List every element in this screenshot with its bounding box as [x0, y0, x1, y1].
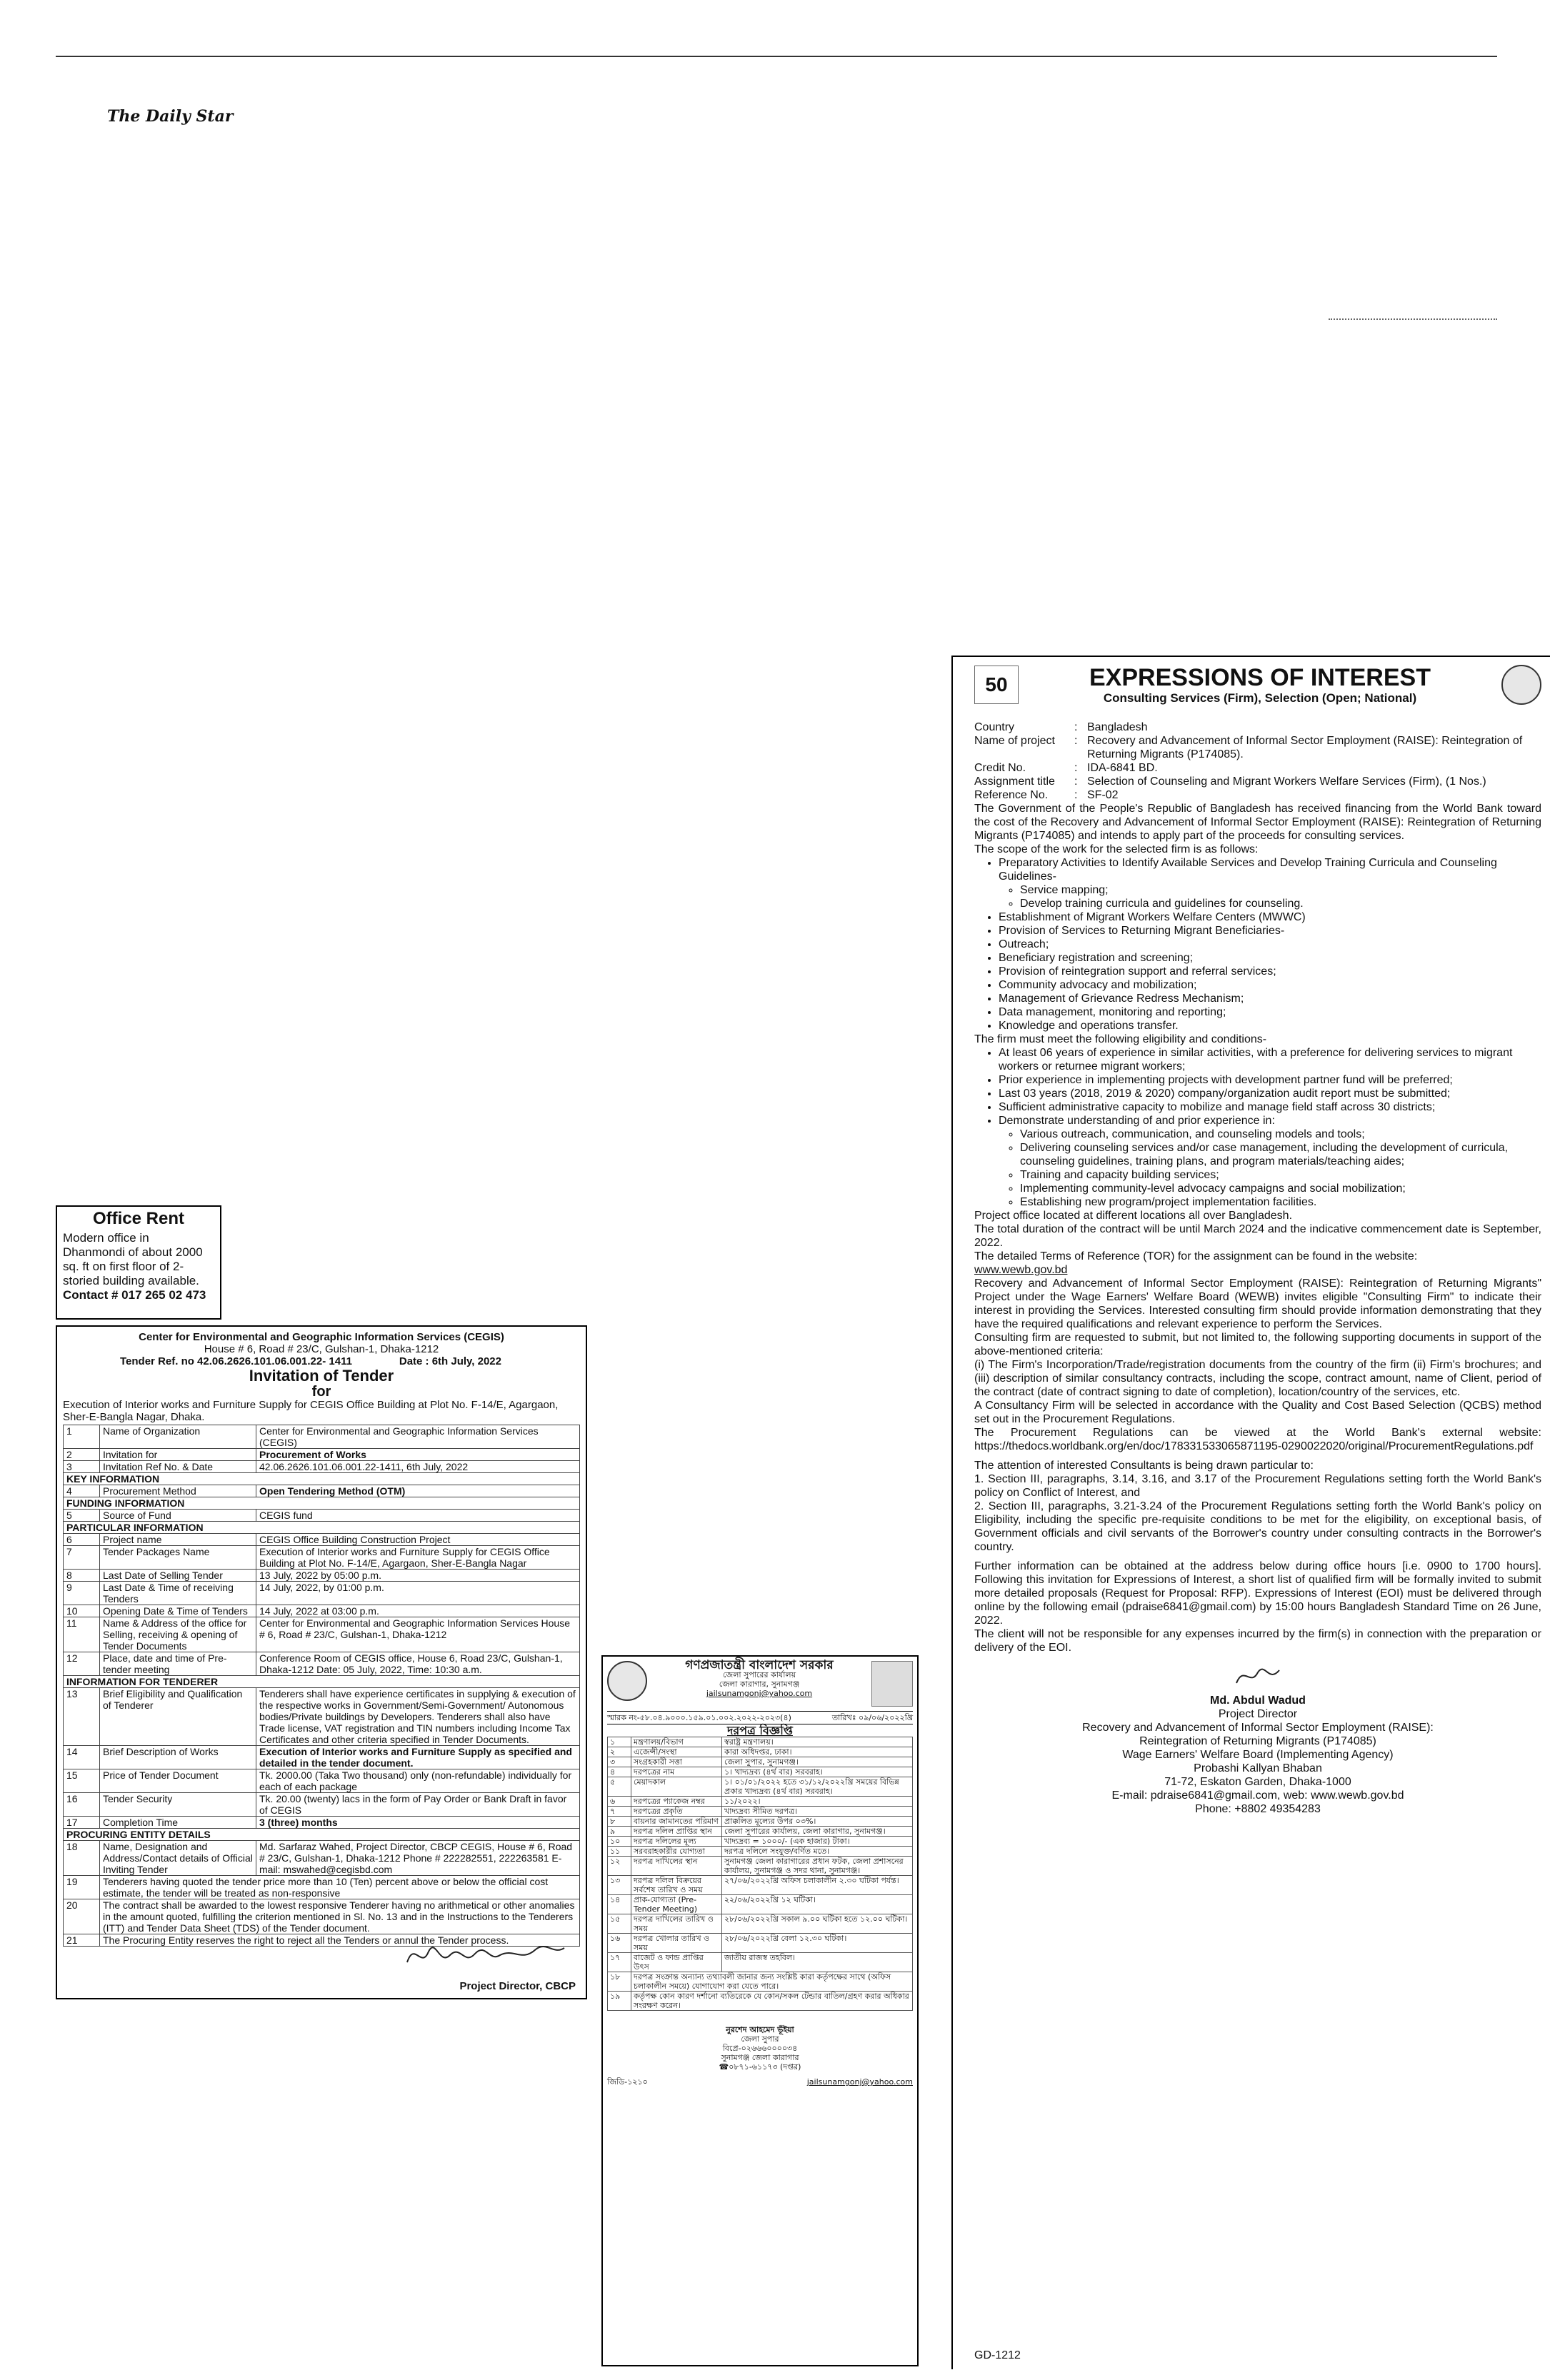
row-number: 16: [64, 1793, 100, 1817]
eoi-scope-list: [974, 856, 1541, 1033]
cegis-date: Date : 6th July, 2022: [399, 1355, 501, 1367]
table-row: [64, 1485, 580, 1497]
masthead: The Daily Star: [107, 107, 234, 126]
eoi-code: GD-1212: [974, 2349, 1021, 2361]
row-number: ১১: [608, 1847, 631, 1857]
row-value: জেলা সুপারের কার্যালয়, জেলা কারাগার, সুনামগঞ্জ।: [722, 1827, 913, 1837]
row-value: Tk. 20.00 (twenty) lacs in the form of Pay Order or Bank Draft in favor of CEGIS: [256, 1793, 580, 1817]
kv-colon: :: [1074, 735, 1078, 747]
eoi-p7: A Consultancy Firm will be selected in accordance with the Quality and Cost Based Selection (QCBS) method set out in the Procurement Regulations.: [974, 1400, 1541, 1425]
row-number: 20: [64, 1899, 100, 1934]
row-value: কারা অধিদপ্তর, ঢাকা।: [722, 1747, 913, 1757]
table-row: [64, 1570, 580, 1582]
eoi-sig-l3: Wage Earners' Welfare Board (Implementing Agency): [1122, 1749, 1394, 1761]
row-number: ১৬: [608, 1934, 631, 1953]
list-item-text: Knowledge and operations transfer.: [999, 1020, 1179, 1032]
row-label: Tender Security: [100, 1793, 256, 1817]
row-value: 14 July, 2022 at 03:00 p.m.: [256, 1605, 580, 1617]
eoi-sig-l5: 71-72, Eskaton Garden, Dhaka-1000: [1164, 1776, 1351, 1788]
row-number: ৬: [608, 1797, 631, 1807]
table-row: [608, 1857, 913, 1876]
list-item-text: Prior experience in implementing projects with development partner fund will be preferred;: [999, 1074, 1453, 1086]
row-number: 11: [64, 1617, 100, 1652]
row-number: 15: [64, 1769, 100, 1793]
kv-label: Credit No.: [974, 762, 1026, 774]
list-item: [999, 856, 1541, 910]
eoi-eligibility-list: [974, 1046, 1541, 1209]
bengali-tender-notice: [601, 1655, 919, 2366]
list-item-text: Demonstrate understanding of and prior experience in:: [999, 1115, 1275, 1127]
table-row: [608, 1737, 913, 1747]
eoi-sig-l4: Probashi Kallyan Bhaban: [1194, 1762, 1322, 1774]
table-row: [64, 1876, 580, 1899]
bn-title: গণপ্রজাতন্ত্রী বাংলাদেশ সরকার: [685, 1658, 834, 1672]
row-label: বায়নার জামানতের পরিমাণ: [631, 1817, 722, 1827]
list-item: [999, 924, 1541, 938]
table-row: [64, 1746, 580, 1769]
row-value: খাদ্যদ্রব্য সীমিত দরপত্র।: [722, 1807, 913, 1817]
govt-emblem-icon: [1501, 665, 1541, 705]
row-number: ১০: [608, 1837, 631, 1847]
eoi-p2: The total duration of the contract will be until March 2024 and the indicative commencement date is September, 2022.: [974, 1223, 1541, 1249]
table-row: [64, 1793, 580, 1817]
row-label: দরপত্র দলিল বিক্রয়ের সর্বশেষ তারিখ ও সময়: [631, 1876, 722, 1895]
list-item: [999, 1005, 1541, 1019]
tor-link[interactable]: www.wewb.gov.bd: [974, 1264, 1068, 1276]
table-row: [608, 1914, 913, 1934]
section-heading: KEY INFORMATION: [64, 1473, 580, 1485]
row-text: দরপত্র সংক্রান্ত অন্যান্য তথ্যাবলী জানার জন্য সংশ্লিষ্ট কারা কর্তৃপক্ষের সাথে (অফিস চলাকালীন সময়ে) যোগাযোগ করা যেতে পারে।: [631, 1972, 913, 1992]
row-value: ২৮/০৬/২০২২খ্রি বেলা ১২.৩০ ঘটিকা।: [722, 1934, 913, 1953]
table-row: [64, 1817, 580, 1829]
list-item-text: Sufficient administrative capacity to mobilize and manage field staff across 30 districts;: [999, 1101, 1436, 1113]
eoi-key-values: [974, 720, 1541, 802]
section-heading: FUNDING INFORMATION: [64, 1497, 580, 1510]
list-item: ◦ Training and capacity building services;: [1020, 1168, 1541, 1182]
row-number: 9: [64, 1582, 100, 1605]
row-text: Tenderers having quoted the tender price more than 10 (Ten) percent above or below the official cost estimate, the tender will be treated as non-responsive: [100, 1876, 580, 1899]
eoi-subtitle: Consulting Services (Firm), Selection (Open; National): [1103, 691, 1417, 705]
eoi-sig-name: Md. Abdul Wadud: [1210, 1694, 1306, 1707]
row-label: দরপত্র খোলার তারিখ ও সময়: [631, 1934, 722, 1953]
row-number: ৮: [608, 1817, 631, 1827]
row-number: 7: [64, 1546, 100, 1570]
eoi-sig-l7: Phone: +8802 49354283: [1195, 1803, 1321, 1815]
row-number: 4: [64, 1485, 100, 1497]
eoi-p13: The client will not be responsible for any expenses incurred by the firm(s) in connection with the preparation or delivery of the EOI.: [974, 1628, 1541, 1654]
table-row: [64, 1461, 580, 1473]
row-label: Place, date and time of Pre-tender meeting: [100, 1652, 256, 1676]
row-number: 21: [64, 1934, 100, 1947]
kv-colon: :: [1074, 775, 1078, 788]
row-number: ১৯: [608, 1992, 631, 2011]
row-value: জাতীয় রাজস্ব তহবিল।: [722, 1953, 913, 1972]
sub-list: [999, 1128, 1541, 1209]
bn-sign-title: জেলা সুপার: [741, 2034, 779, 2044]
row-label: বাজেট ও ফান্ড প্রাপ্তির উৎস: [631, 1953, 722, 1972]
row-value: 3 (three) months: [256, 1817, 580, 1829]
table-row: [608, 1777, 913, 1797]
row-number: ১: [608, 1737, 631, 1747]
table-row: [608, 1747, 913, 1757]
section-row: [64, 1676, 580, 1688]
list-item-text: Provision of Services to Returning Migrant Beneficiaries-: [999, 925, 1285, 937]
row-number: 18: [64, 1841, 100, 1876]
kv-label: Assignment title: [974, 775, 1055, 788]
row-label: Brief Description of Works: [100, 1746, 256, 1769]
table-row: [608, 1797, 913, 1807]
row-number: ২: [608, 1747, 631, 1757]
row-number: 6: [64, 1534, 100, 1546]
list-item-text: Community advocacy and mobilization;: [999, 979, 1197, 991]
row-value: Open Tendering Method (OTM): [256, 1485, 580, 1497]
row-label: Source of Fund: [100, 1510, 256, 1522]
anniversary-logo: 50: [974, 666, 1019, 704]
row-label: Invitation for: [100, 1449, 256, 1461]
list-item: ◦ Develop training curricula and guidelines for counseling.: [1020, 897, 1541, 910]
eoi-p12: Further information can be obtained at the address below during office hours [i.e. 0900 to 1700 hours]. Following this invitation for Expressions of Interest, a short list of qualified firm will be formally invited to submit more detailed proposals (Request for Proposal: RFP). Expressions of Interest (EOI) must be delivered through online by the following email (pdraise6841@gmail.com) by 15:00 hours Bangladesh Standard Time on 26 June, 2022.: [974, 1560, 1541, 1627]
row-value: ২৮/০৬/২০২২খ্রি সকাল ৯.০০ ঘটিকা হতে ১২.০০ ঘটিকা।: [722, 1914, 913, 1934]
kv-label: Country: [974, 721, 1015, 733]
kv-value: IDA-6841 BD.: [1087, 762, 1158, 774]
section-row: [64, 1829, 580, 1841]
row-label: দরপত্র দলিল প্রাপ্তির স্থান: [631, 1827, 722, 1837]
eoi-title: EXPRESSIONS OF INTEREST: [1089, 664, 1431, 691]
eoi-scope-intro: The scope of the work for the selected firm is as follows:: [974, 843, 1259, 855]
table-row: [64, 1510, 580, 1522]
row-value: দরপত্র দলিলে সংযুক্ত/বর্ণিত মতে।: [722, 1847, 913, 1857]
table-row: [64, 1425, 580, 1449]
row-label: Brief Eligibility and Qualification of Tenderer: [100, 1688, 256, 1746]
row-text: The Procuring Entity reserves the right to reject all the Tenders or annul the Tender process.: [100, 1934, 580, 1947]
list-item: [999, 951, 1541, 965]
row-number: ৭: [608, 1807, 631, 1817]
section-row: [64, 1497, 580, 1510]
signature: [1233, 1662, 1283, 1690]
table-row: [608, 1767, 913, 1777]
portrait-image: [871, 1661, 913, 1707]
list-item: [999, 1019, 1541, 1033]
list-item: [999, 1073, 1541, 1087]
eoi-p6: (i) The Firm's Incorporation/Trade/registration documents from the country of the firm (ii) Firm's brochures; and (iii) description of similar consultancy contracts, including the scope, contract amount, name of Client, period of the contract (date of contract signing to date of completion), location/country of the services, etc.: [974, 1359, 1541, 1398]
kv-value: Recovery and Advancement of Informal Sector Employment (RAISE): Reintegration of Returning Migrants (P174085).: [1087, 735, 1523, 760]
row-label: দরপত্র দাখিলের তারিখ ও সময়: [631, 1914, 722, 1934]
bn-signature-block: [607, 2025, 913, 2072]
bn-sign-email: jailsunamgonj@yahoo.com: [806, 2077, 913, 2087]
row-value: 42.06.2626.101.06.001.22-1411, 6th July, 2022: [256, 1461, 580, 1473]
row-label: দরপত্র দাখিলের স্থান: [631, 1857, 722, 1876]
row-number: ১৫: [608, 1914, 631, 1934]
eoi-p5: Consulting firm are requested to submit, but not limited to, the following supporting documents in support of the above-mentioned criteria:: [974, 1332, 1541, 1357]
row-number: 3: [64, 1461, 100, 1473]
bn-place: জেলা কারাগার, সুনামগঞ্জ: [719, 1679, 800, 1689]
cegis-address: House # 6, Road # 23/C, Gulshan-1, Dhaka-1212: [204, 1343, 439, 1355]
row-number: 14: [64, 1746, 100, 1769]
row-label: Procurement Method: [100, 1485, 256, 1497]
row-label: Project name: [100, 1534, 256, 1546]
list-item-text: Outreach;: [999, 938, 1049, 950]
row-number: 19: [64, 1876, 100, 1899]
eoi-sig-l2: Reintegration of Returning Migrants (P174085): [1139, 1735, 1376, 1747]
bn-memo-date: তারিখঃ ০৯/০৬/২০২২খ্রি: [831, 1713, 913, 1722]
row-number: 8: [64, 1570, 100, 1582]
table-row: [64, 1449, 580, 1461]
eoi-p9: The attention of interested Consultants is being drawn particular to:: [974, 1460, 1314, 1472]
row-label: প্রাক-যোগ্যতা (Pre-Tender Meeting): [631, 1895, 722, 1914]
row-value: ১১/২০২২।: [722, 1797, 913, 1807]
row-number: ১২: [608, 1857, 631, 1876]
eoi-p11: 2. Section III, paragraphs, 3.21-3.24 of the Procurement Regulations setting forth the World Bank's policy on Eligibility, including the specific pre-requisite conditions to be met for the eligibility, on exceptional basis, of Government officials and civil servants of the Borrower's country under consulting contracts in the Borrower's country.: [974, 1500, 1541, 1553]
row-value: Md. Sarfaraz Wahed, Project Director, CBCP CEGIS, House # 6, Road # 23/C, Gulshan-1, Dhaka-1212 Phone # 222282551, 222263581 E-mail: mswahed@cegisbd.com: [256, 1841, 580, 1876]
list-item: ◦ Various outreach, communication, and counseling models and tools;: [1020, 1128, 1541, 1141]
row-value: স্বরাষ্ট্র মন্ত্রণালয়।: [722, 1737, 913, 1747]
cegis-heading: Invitation of Tender: [249, 1367, 394, 1385]
row-number: ৪: [608, 1767, 631, 1777]
cegis-ref: Tender Ref. no 42.06.2626.101.06.001.22- 1411: [120, 1355, 352, 1367]
list-item: [999, 938, 1541, 951]
row-number: ৫: [608, 1777, 631, 1797]
row-number: ৯: [608, 1827, 631, 1837]
table-row: [608, 1807, 913, 1817]
section-heading: INFORMATION FOR TENDERER: [64, 1676, 580, 1688]
row-number: 1: [64, 1425, 100, 1449]
table-row: [608, 1757, 913, 1767]
table-row: [608, 1934, 913, 1953]
office-rent-contact: Contact # 017 265 02 473: [63, 1288, 206, 1302]
list-item: [999, 910, 1541, 924]
cegis-table: [63, 1425, 580, 1947]
table-row: [64, 1617, 580, 1652]
table-row: [64, 1688, 580, 1746]
list-item-text: At least 06 years of experience in similar activities, with a preference for delivering services to migrant workers or returnee migrant workers;: [999, 1047, 1513, 1073]
kv-label: Reference No.: [974, 789, 1049, 801]
row-value: 14 July, 2022, by 01:00 p.m.: [256, 1582, 580, 1605]
row-label: Name & Address of the office for Selling, receiving & opening of Tender Documents: [100, 1617, 256, 1652]
row-value: CEGIS fund: [256, 1510, 580, 1522]
office-rent-ad: [56, 1205, 221, 1320]
bn-email: jailsunamgonj@yahoo.com: [706, 1689, 813, 1698]
list-item: [999, 1046, 1541, 1073]
eoi-intro: The Government of the People's Republic of Bangladesh has received financing from the World Bank toward the cost of the Recovery and Advancement of Informal Sector Employment (RAISE): Reintegration of Returning Migrants (P174085) and intends to apply part of the proceeds for consulting services.: [974, 803, 1541, 842]
list-item: [999, 978, 1541, 992]
table-row: [64, 1534, 580, 1546]
cegis-tender-notice: [56, 1325, 587, 1999]
list-item: [999, 1114, 1541, 1209]
list-item: ◦ Delivering counseling services and/or case management, including the development of curricula, counseling guidelines, training plans, and program materials/teaching aides;: [1020, 1141, 1541, 1168]
list-item-text: Preparatory Activities to Identify Available Services and Develop Training Curricula and Counseling Guidelines-: [999, 857, 1497, 883]
table-row: [608, 1972, 913, 1992]
kv-value: SF-02: [1087, 789, 1119, 801]
row-value: Center for Environmental and Geographic Information Services House # 6, Road # 23/C, Gulshan-1, Dhaka-1212: [256, 1617, 580, 1652]
bn-heading: দরপত্র বিজ্ঞপ্তি: [727, 1724, 793, 1737]
list-item-text: Data management, monitoring and reporting;: [999, 1006, 1226, 1018]
bn-office: জেলা সুপারের কার্যালয়: [722, 1670, 796, 1679]
table-row: [608, 1847, 913, 1857]
row-number: 17: [64, 1817, 100, 1829]
row-number: 10: [64, 1605, 100, 1617]
table-row: [608, 1876, 913, 1895]
row-label: Last Date & Time of receiving Tenders: [100, 1582, 256, 1605]
bn-table: [607, 1737, 913, 2011]
kv-value: Selection of Counseling and Migrant Workers Welfare Services (Firm), (1 Nos.): [1087, 775, 1486, 788]
row-label: Name, Designation and Address/Contact details of Official Inviting Tender: [100, 1841, 256, 1876]
row-value: 13 July, 2022 by 05:00 p.m.: [256, 1570, 580, 1582]
list-item-text: Establishment of Migrant Workers Welfare Centers (MWWC): [999, 911, 1306, 923]
cegis-scope: Execution of Interior works and Furniture Supply for CEGIS Office Building at Plot No. F-14/E, Agargaon, Sher-E-Bangla Nagar, Dhaka.: [63, 1399, 559, 1423]
sub-list: [999, 883, 1541, 910]
row-value: Tk. 2000.00 (Taka Two thousand) only (non-refundable) individually for each of each package: [256, 1769, 580, 1793]
row-label: সরবরাহকারীর যোগ্যতা: [631, 1847, 722, 1857]
eoi-elig-intro: The firm must meet the following eligibility and conditions-: [974, 1033, 1267, 1045]
cegis-ref-line: [63, 1355, 580, 1367]
section-heading: PARTICULAR INFORMATION: [64, 1522, 580, 1534]
bn-sign-phone: ☎০৮৭১-৬১১৭৩ (দপ্তর): [719, 2062, 801, 2072]
table-row: [608, 1817, 913, 1827]
signature: [400, 1934, 571, 1977]
row-number: 5: [64, 1510, 100, 1522]
bn-sign-place: সুনামগঞ্জ জেলা কারাগার: [721, 2053, 799, 2062]
table-row: [64, 1605, 580, 1617]
section-heading: PROCURING ENTITY DETAILS: [64, 1829, 580, 1841]
row-label: দরপত্রের প্রকৃতি: [631, 1807, 722, 1817]
eoi-p8: The Procurement Regulations can be viewed at the World Bank's external website: https://thedocs.worldbank.org/en/doc/178331533065871195-0290022020/original/ProcurementRegulations.pdf: [974, 1427, 1541, 1452]
bn-sign-id: বিপ্রে-০২৬৬৬০০০০৩৪: [722, 2044, 798, 2053]
row-number: 13: [64, 1688, 100, 1746]
row-number: ৩: [608, 1757, 631, 1767]
row-label: Price of Tender Document: [100, 1769, 256, 1793]
row-number: ১৩: [608, 1876, 631, 1895]
row-value: ১। ০১/০১/২০২২ হতে ৩১/১২/২০২২খ্রি সময়ের বিভিন্ন প্রকার খাদ্যদ্রব্য (৪র্থ বার) সরবরাহ।: [722, 1777, 913, 1797]
eoi-signature-block: [974, 1662, 1541, 1816]
row-number: ১৮: [608, 1972, 631, 1992]
table-row: [608, 1953, 913, 1972]
row-number: ১৭: [608, 1953, 631, 1972]
row-value: Procurement of Works: [256, 1449, 580, 1461]
office-rent-body: Modern office in Dhanmondi of about 2000 sq. ft on first floor of 2-storied building available.: [63, 1231, 203, 1287]
list-item: ◦ Service mapping;: [1020, 883, 1541, 897]
table-row: [608, 1895, 913, 1914]
list-item: ◦ Implementing community-level advocacy campaigns and social mobilization;: [1020, 1182, 1541, 1195]
kv-label: Name of project: [974, 735, 1055, 747]
list-item-text: Beneficiary registration and screening;: [999, 952, 1194, 964]
kv-colon: :: [1074, 721, 1078, 733]
table-row: [608, 1827, 913, 1837]
row-value: খাদ্যদ্রব্য = ১০০০/- (এক হাজার) টাকা।: [722, 1837, 913, 1847]
row-value: Center for Environmental and Geographic Information Services (CEGIS): [256, 1425, 580, 1449]
row-number: ১৪: [608, 1895, 631, 1914]
list-item-text: Management of Grievance Redress Mechanism;: [999, 993, 1244, 1005]
list-item: [999, 992, 1541, 1005]
bn-code: জিডি-১২১০: [607, 2077, 648, 2087]
row-label: দরপত্রের প্যাকেজ নম্বর: [631, 1797, 722, 1807]
row-label: মন্ত্রণালয়/বিভাগ: [631, 1737, 722, 1747]
row-label: Opening Date & Time of Tenders: [100, 1605, 256, 1617]
row-value: সুনামগঞ্জ জেলা কারাগারের প্রধান ফটক, জেলা প্রশাসনের কার্যালয়, সুনামগঞ্জ ও সদর থানা, সুনামগঞ্জ।: [722, 1857, 913, 1876]
row-label: Last Date of Selling Tender: [100, 1570, 256, 1582]
cegis-org: Center for Environmental and Geographic Information Services (CEGIS): [139, 1331, 504, 1343]
table-row: [64, 1899, 580, 1934]
eoi-p4: Recovery and Advancement of Informal Sector Employment (RAISE): Reintegration of Returning Migrants" Project under the Wage Earners' Welfare Board (WEWB) invites eligible "Consulting Firm" to indicate their interest in providing the Services. Interested consulting firm should provide information demonstrating that they have the required qualifications and relevant experience to perform the Services.: [974, 1277, 1541, 1330]
kv-colon: :: [1074, 789, 1078, 801]
row-text: কর্তৃপক্ষ কোন কারণ দর্শানো ব্যতিরেকে যে কোন/সকল টেন্ডার বাতিল/গ্রহণ করার অধিকার সংরক্ষণ করেন।: [631, 1992, 913, 2011]
row-value: ১। খাদ্যদ্রব্য (৪র্থ বার) সরবরাহ।: [722, 1767, 913, 1777]
section-row: [64, 1473, 580, 1485]
section-row: [64, 1522, 580, 1534]
row-value: ২৭/০৬/২০২২খ্রি অফিস চলাকালীন ২.৩০ ঘটিকা পর্যন্ত।: [722, 1876, 913, 1895]
table-row: [64, 1582, 580, 1605]
top-rule: [56, 56, 1497, 57]
table-row: [64, 1652, 580, 1676]
row-label: Invitation Ref No. & Date: [100, 1461, 256, 1473]
table-row: [608, 1837, 913, 1847]
list-item: [999, 1087, 1541, 1100]
bn-footer: [607, 2077, 913, 2087]
table-row: [608, 1992, 913, 2011]
kv-value: Bangladesh: [1087, 721, 1148, 733]
table-row: [64, 1841, 580, 1876]
eoi-sig-l1: Recovery and Advancement of Informal Sector Employment (RAISE):: [1082, 1722, 1434, 1734]
bn-memo: স্মারক নং-৫৮.০৪.৯০০০.১৫৯.০১.০০২.২০২২-২০২৩(৪): [607, 1713, 791, 1722]
row-value: প্রাক্কলিত মূল্যের উপর ০৩%।: [722, 1817, 913, 1827]
row-label: Tender Packages Name: [100, 1546, 256, 1570]
list-item: [999, 1100, 1541, 1114]
list-item-text: Provision of reintegration support and referral services;: [999, 965, 1276, 978]
row-value: Execution of Interior works and Furniture Supply for CEGIS Office Building at Plot No. F-14/E, Agargaon, Sher-E-Bangla Nagar: [256, 1546, 580, 1570]
row-value: Execution of Interior works and Furniture Supply as specified and detailed in the tender document.: [256, 1746, 580, 1769]
row-number: 2: [64, 1449, 100, 1461]
row-number: 12: [64, 1652, 100, 1676]
bn-sign-name: নুরশেদ আহমেদ ভূঁইয়া: [726, 2025, 794, 2034]
cegis-signatory: Project Director, CBCP: [459, 1980, 576, 1992]
list-item: [999, 965, 1541, 978]
eoi-p10: 1. Section III, paragraphs, 3.14, 3.16, and 3.17 of the Procurement Regulations setting forth the World Bank's policy on Conflict of Interest, and: [974, 1473, 1541, 1499]
list-item: ◦ Establishing new program/project implementation facilities.: [1020, 1195, 1541, 1209]
kv-colon: :: [1074, 762, 1078, 774]
govt-emblem-icon: [607, 1661, 647, 1701]
row-label: Completion Time: [100, 1817, 256, 1829]
eoi-notice: [951, 656, 1550, 2369]
row-label: সংগ্রহকারী সত্তা: [631, 1757, 722, 1767]
row-label: দরপত্রের নাম: [631, 1767, 722, 1777]
row-value: Conference Room of CEGIS office, House 6, Road 23/C, Gulshan-1, Dhaka-1212 Date: 05 July, 2022, Time: 10:30 a.m.: [256, 1652, 580, 1676]
row-label: দরপত্র দলিলের মূল্য: [631, 1837, 722, 1847]
row-value: Tenderers shall have experience certificates in supplying & execution of the respective works in Government/Semi-Government/ Autonomous bodies/Private buildings by Developers. Tenderers shall also have Trade license, VAT registration and TIN numbers including Income Tax Certificates and other criteria specified in Tender Documents.: [256, 1688, 580, 1746]
row-value: ২২/০৬/২০২২খ্রি ১২ ঘটিকা।: [722, 1895, 913, 1914]
dotted-rule: [1329, 318, 1497, 320]
cegis-for: for: [311, 1384, 331, 1400]
eoi-p3: The detailed Terms of Reference (TOR) for the assignment can be found in the website:: [974, 1250, 1418, 1262]
row-value: জেলা সুপার, সুনামগঞ্জ।: [722, 1757, 913, 1767]
table-row: [64, 1546, 580, 1570]
eoi-sig-l6: E-mail: pdraise6841@gmail.com, web: www.wewb.gov.bd: [1111, 1789, 1404, 1802]
row-label: Name of Organization: [100, 1425, 256, 1449]
eoi-p1: Project office located at different locations all over Bangladesh.: [974, 1210, 1293, 1222]
row-text: The contract shall be awarded to the lowest responsive Tenderer having no arithmetical or other anomalies in the amount quoted, fulfilling the criterion mentioned in Sl. No. 13 and in the Instructions to the Tenderers (ITT) and Tender Data Sheet (TDS) of the Tender document.: [100, 1899, 580, 1934]
row-label: মেয়াদকাল: [631, 1777, 722, 1797]
bn-memo-row: [607, 1711, 913, 1724]
table-row: [64, 1769, 580, 1793]
row-value: CEGIS Office Building Construction Project: [256, 1534, 580, 1546]
row-label: এজেন্সী/সংস্থা: [631, 1747, 722, 1757]
office-rent-title: Office Rent: [92, 1209, 184, 1228]
eoi-sig-title: Project Director: [1218, 1708, 1298, 1720]
list-item-text: Last 03 years (2018, 2019 & 2020) company/organization audit report must be submitted;: [999, 1088, 1451, 1100]
